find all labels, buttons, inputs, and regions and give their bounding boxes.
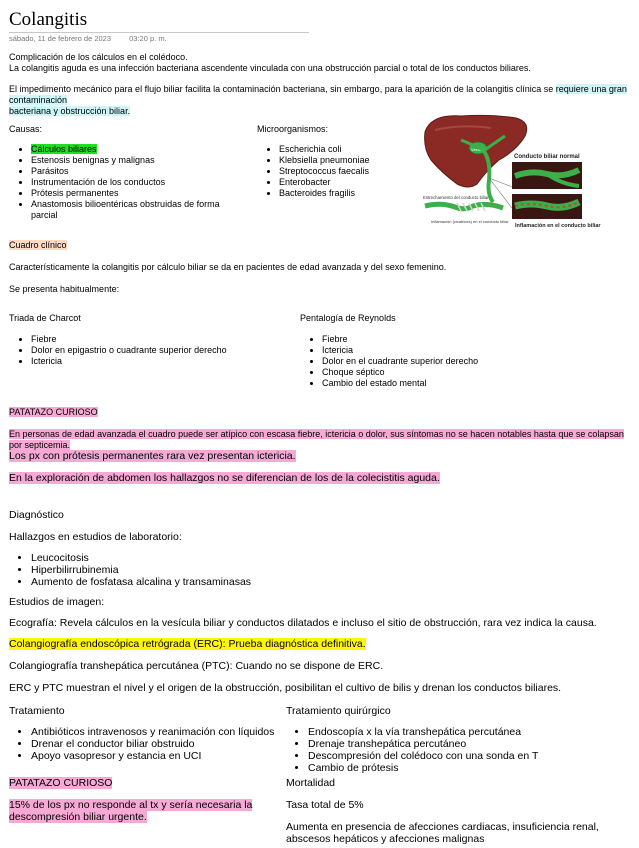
gallbladder-label: Vesícula: [471, 147, 487, 152]
page-meta: [9, 34, 183, 43]
list-item: • Aumento de fosfatasa alcalina y transaminasas: [31, 576, 331, 588]
list-item: • Bacteroides fragilis: [279, 188, 439, 199]
mortalidad-heading: Mortalidad: [286, 777, 336, 789]
list-item: • Cambio del estado mental: [322, 378, 582, 389]
list-item: • Prótesis permanentes: [31, 188, 246, 199]
list-item: • Drenar el conductor biliar obstruido: [31, 738, 301, 750]
inflamed-duct-label-1: Inflamación en el conducto biliar: [515, 223, 601, 229]
list-item: • Leucocitosis: [31, 552, 331, 564]
normal-duct-label: Conducto biliar normal: [514, 154, 580, 160]
curioso-1-paragraph-2: Los px con prótesis permanentes rara vez presentan ictericia.: [9, 450, 296, 462]
curioso-1-paragraph-3: En la exploración de abdomen los hallazgos no se diferencian de los de la colecistitis aguda.: [9, 472, 440, 484]
stenosis-label: Estrechamiento del conducto biliar: [423, 195, 489, 200]
lab-list: [9, 552, 331, 588]
list-item: • Ictericia: [322, 345, 582, 356]
list-item: • Escherichia coli: [279, 144, 439, 155]
mortalidad-factors: Aumenta en presencia de afecciones cardiacas, insuficiencia renal, abscesos hepáticos y afecciones malignas: [286, 821, 599, 845]
list-item: • Parásitos: [31, 166, 246, 177]
list-item: • Hiperbilirrubinemia: [31, 564, 331, 576]
erc-text: Colangiografía endoscópica retrógrada (ERC): Prueba diagnóstica definitiva.: [9, 638, 366, 650]
quirurgico-heading: Tratamiento quirúrgico: [286, 705, 391, 717]
biliary-illustration: [421, 110, 631, 238]
causas-list: [9, 144, 246, 221]
page-time: 03:20 p. m.: [129, 34, 167, 43]
imaging-heading: Estudios de imagen:: [9, 596, 105, 608]
list-item: • Drenaje transhepática percutáneo: [308, 738, 628, 750]
page-date: sábado, 11 de febrero de 2023: [9, 34, 112, 43]
curioso-2-paragraph: 15% de los px no responde al tx y sería necesaria la descompresión biliar urgente.: [9, 799, 253, 823]
list-item: • Endoscopía x la vía transhepática percutánea: [308, 726, 628, 738]
list-item: • Streptococcus faecalis: [279, 166, 439, 177]
list-item: • Klebsiella pneumoniae: [279, 155, 439, 166]
list-item: • Descompresión del colédoco con una sonda en T: [308, 750, 628, 762]
list-item: • Dolor en el cuadrante superior derecho: [322, 356, 582, 367]
ecografia-text: Ecografía: Revela cálculos en la vesícula biliar y conductos dilatados e incluso el sitio de obstrucción, rara vez indica la causa.: [9, 617, 597, 629]
quirurgico-list: [286, 726, 628, 774]
reynolds-heading: Pentalogía de Reynolds: [300, 313, 396, 323]
list-item: • Cambio de prótesis: [308, 762, 628, 774]
microorganismos-list: [257, 144, 439, 199]
list-item: • Apoyo vasopresor y estancia en UCI: [31, 750, 301, 762]
liver-diagram: [421, 110, 631, 238]
list-item: • Cálculos biliares: [31, 144, 246, 155]
diagnostico-heading: Diagnóstico: [9, 509, 64, 521]
curioso-2-heading: PATATAZO CURIOSO: [9, 777, 113, 789]
microorganismos-heading: Microorganismos:: [257, 124, 329, 134]
mortalidad-rate: Tasa total de 5%: [286, 799, 364, 811]
intro-line-2: La colangitis aguda es una infección bacteriana ascendente vinculada con una obstrucción parcial o total de los conductos biliares.: [9, 63, 531, 73]
ptc-text: Colangiografía transhepática percutánea (PTC): Cuando no se dispone de ERC.: [9, 660, 384, 672]
list-item: • Instrumentación de los conductos: [31, 177, 246, 188]
list-item: • Choque séptico: [322, 367, 582, 378]
list-item: • Ictericia: [31, 356, 291, 367]
list-item: • Estenosis benignas y malignas: [31, 155, 246, 166]
list-item: • Dolor en epigastrio o cuadrante superior derecho: [31, 345, 291, 356]
list-item: • Fiebre: [31, 334, 291, 345]
charcot-heading: Triada de Charcot: [9, 313, 81, 323]
reynolds-list: [300, 334, 582, 389]
intro-p2-highlight-b: bacteriana y obstrucción biliar.: [9, 106, 131, 116]
curioso-1-heading: PATATAZO CURIOSO: [9, 407, 98, 417]
list-item: • Enterobacter: [279, 177, 439, 188]
list-item: • Fiebre: [322, 334, 582, 345]
cuadro-paragraph-2: Se presenta habitualmente:: [9, 284, 120, 294]
page-title: Colangitis: [9, 9, 88, 30]
intro-line-1: Complicación de los cálculos en el colédoco.: [9, 52, 188, 62]
cuadro-paragraph-1: Característicamente la colangitis por cálculo biliar se da en pacientes de edad avanzada y del sexo femenino.: [9, 262, 447, 272]
title-underline: [9, 32, 309, 33]
intro-p2-plain: El impedimento mecánico para el flujo biliar facilita la contaminación bacteriana, sin embargo, para la aparición de la colangitis clínica se: [9, 84, 556, 94]
tratamiento-heading: Tratamiento: [9, 705, 65, 717]
cuadro-heading: Cuadro clínico: [9, 240, 67, 250]
curioso-1-paragraph-1: En personas de edad avanzada el cuadro puede ser atípico con escasa fiebre, ictericia o dolor, sus síntomas no se hacen notables hasta que se colapsan por septicemia.: [9, 429, 624, 450]
list-item: • Antibióticos intravenosos y reanimación con líquidos: [31, 726, 301, 738]
tratamiento-list: [9, 726, 301, 762]
intro-p2-highlight-a: requiere una gran contaminación: [9, 84, 627, 105]
intro-block: [9, 52, 629, 74]
charcot-list: [9, 334, 291, 367]
scar-label: Inflamación (cicatrices) en el conducto biliar: [431, 219, 509, 224]
causas-heading: Causas:: [9, 124, 43, 134]
erc-ptc-text: ERC y PTC muestran el nivel y el origen de la obstrucción, posibilitan el cultivo de bilis y drenan los conductos biliares.: [9, 682, 562, 694]
list-item: • Anastomosis bilioentéricas obstruidas de forma parcial: [31, 199, 246, 221]
lab-heading: Hallazgos en estudios de laboratorio:: [9, 531, 182, 543]
